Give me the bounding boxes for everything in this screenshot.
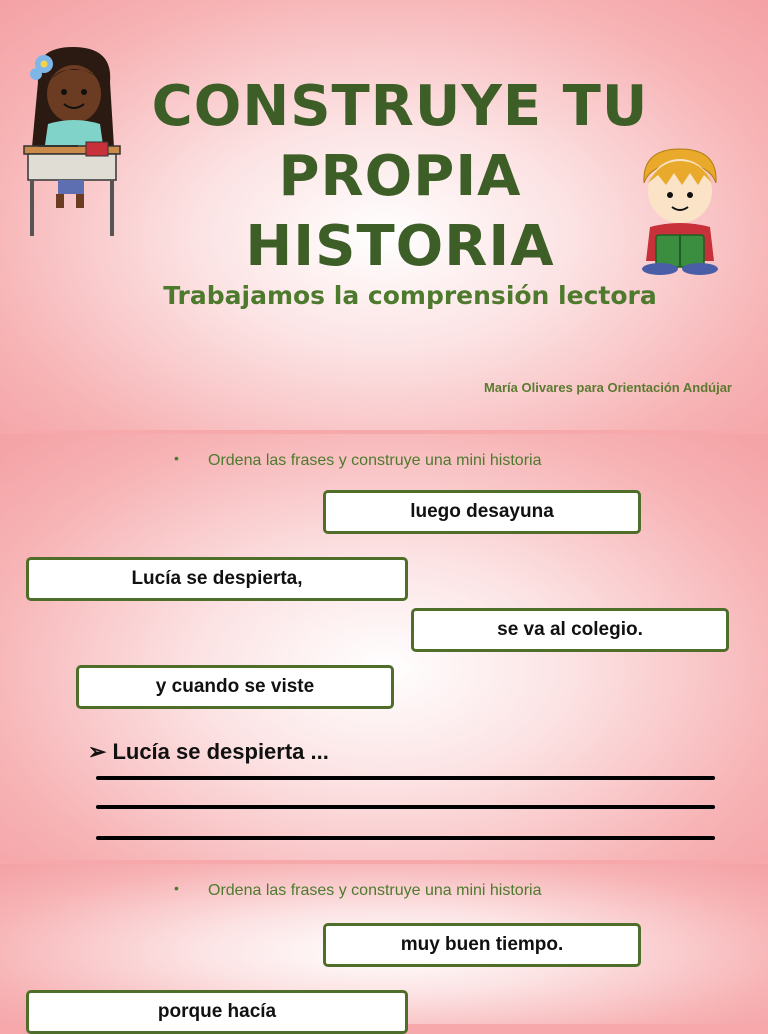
cover-slide <box>0 0 768 430</box>
title-line-1: CONSTRUYE TU <box>151 74 649 139</box>
bullet-icon: • <box>174 450 179 466</box>
title-line-2: PROPIA <box>278 144 522 209</box>
author-credit: María Olivares para Orientación Andújar <box>483 380 732 395</box>
writing-line <box>96 836 715 840</box>
subtitle: Trabajamos la comprensión lectora <box>163 281 657 310</box>
example-text: Lucía se despierta ... <box>112 739 329 764</box>
phrase-card[interactable]: y cuando se viste <box>76 665 394 709</box>
title-line-3: HISTORIA <box>245 214 555 279</box>
instruction <box>174 450 542 470</box>
phrase-card[interactable]: luego desayuna <box>323 490 641 534</box>
instruction-text: Ordena las frases y construye una mini historia <box>208 452 542 469</box>
instruction <box>174 880 542 900</box>
girl-at-desk-illustration <box>18 42 128 238</box>
phrase-card[interactable]: se va al colegio. <box>411 608 729 652</box>
main-title <box>120 72 680 282</box>
phrase-card[interactable]: Lucía se despierta, <box>26 557 408 601</box>
bullet-icon: • <box>174 880 179 896</box>
writing-line <box>96 776 715 780</box>
example-sentence <box>88 739 329 765</box>
exercise-slide-2 <box>0 864 768 1024</box>
writing-line <box>96 805 715 809</box>
phrase-card[interactable]: muy buen tiempo. <box>323 923 641 967</box>
exercise-slide-1 <box>0 434 768 860</box>
instruction-text: Ordena las frases y construye una mini historia <box>208 882 542 899</box>
phrase-card[interactable]: porque hacía <box>26 990 408 1034</box>
arrow-bullet-icon: ➢ <box>88 739 107 764</box>
